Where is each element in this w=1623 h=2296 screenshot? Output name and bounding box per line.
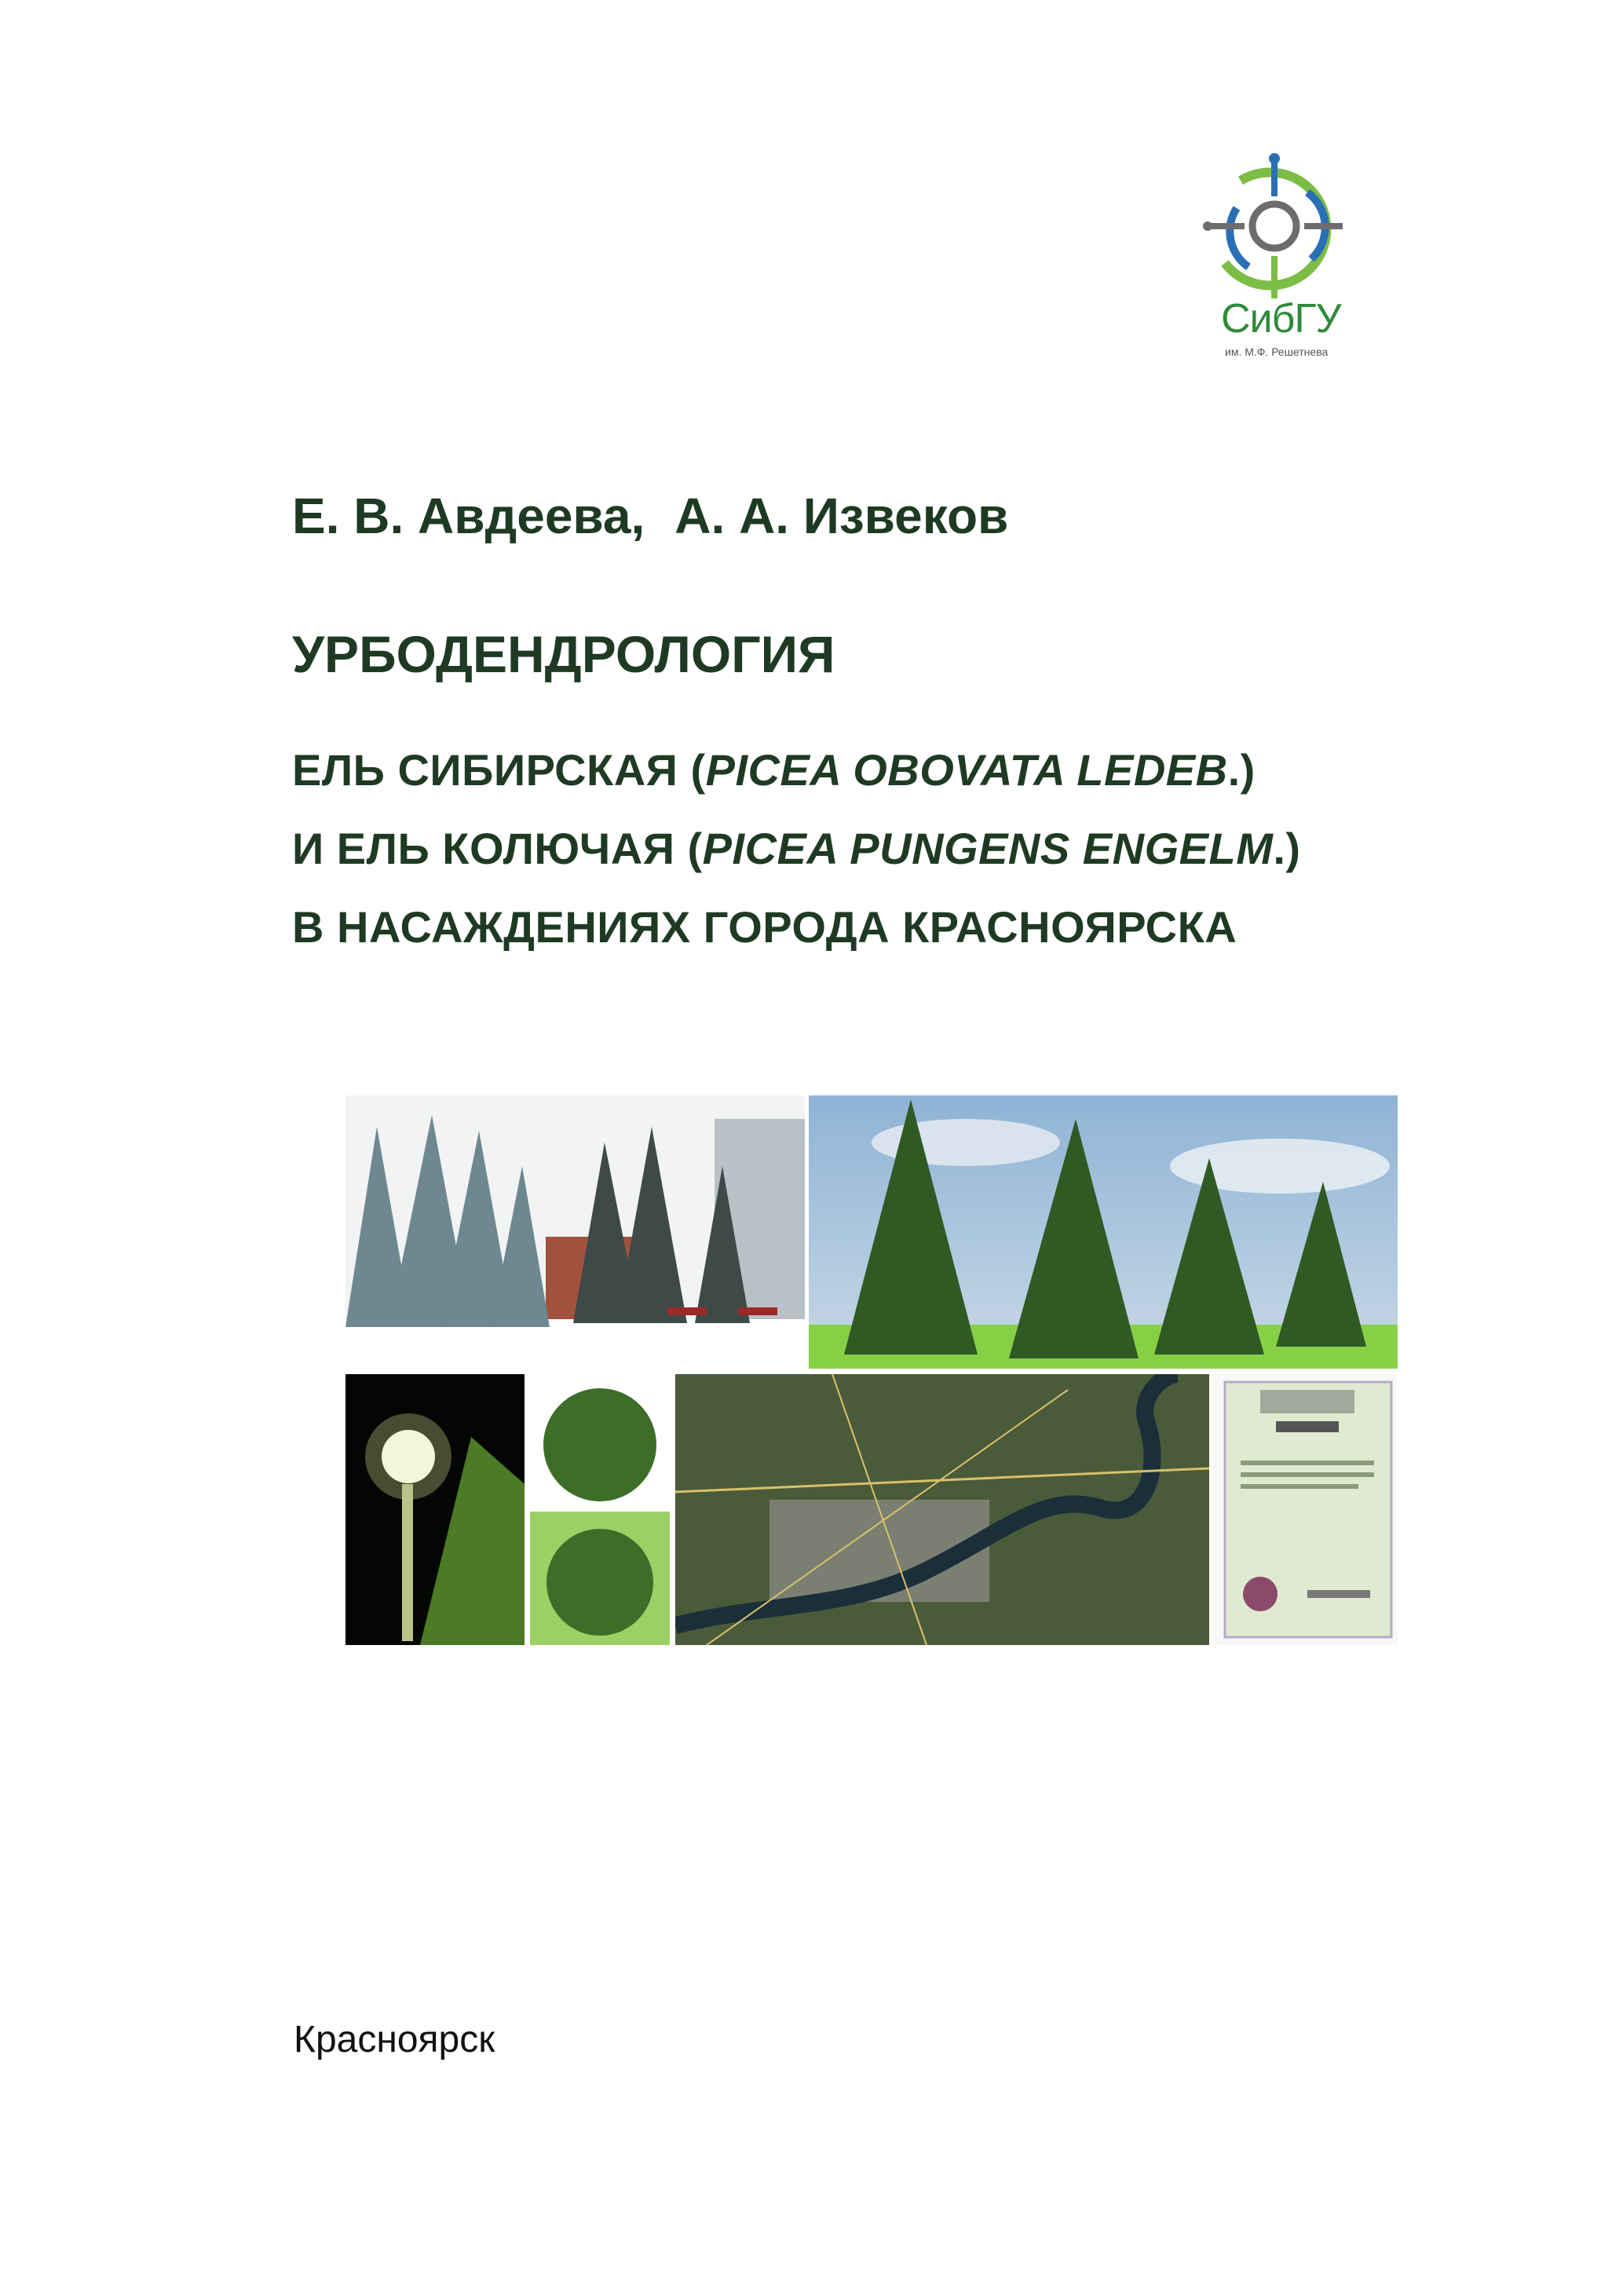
sibgu-emblem-icon [1193,149,1358,377]
patent-certificate-image [1213,1374,1398,1645]
latin-name-2: PICEA PUNGENS ENGELM [702,824,1274,873]
spruce-3d-model-image [809,1095,1398,1369]
street-lamp-night-photo [345,1374,525,1645]
subtitle-line-3: В НАСАЖДЕНИЯХ ГОРОДА КРАСНОЯРСКА [292,902,1237,952]
subtitle-line-2: И ЕЛЬ КОЛЮЧАЯ (PICEA PUNGENS ENGELM.) [292,824,1301,873]
spruce-winter-photo [345,1095,805,1355]
author-1: Е. В. Авдеева, [292,488,645,544]
authors [292,487,1008,545]
latin-name-1: PICEA OBOVATA LEDEB [705,745,1228,795]
subtitle-line-1: ЕЛЬ СИБИРСКАЯ (PICEA OBOVATA LEDEB.) [292,745,1256,795]
spruce-crown-top-view [530,1374,670,1645]
book-title: УРБОДЕНДРОЛОГИЯ [292,625,835,683]
publication-city: Красноярск [294,2019,495,2060]
city-satellite-map [675,1374,1209,1645]
author-2: А. А. Извеков [674,488,1009,544]
logo-name: СибГУ [1221,296,1341,342]
logo-subtitle: им. М.Ф. Решетнева [1225,345,1329,358]
